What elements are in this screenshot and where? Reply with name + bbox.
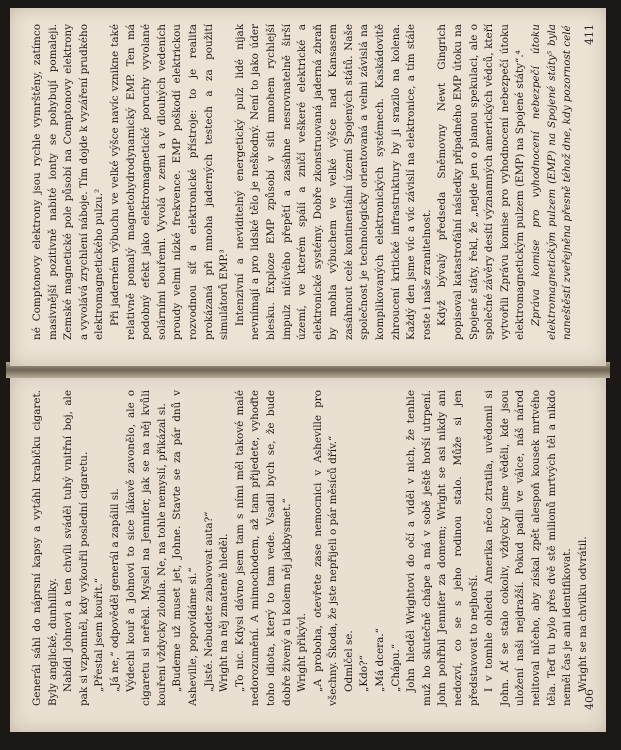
left-paragraph: „Přestal jsem kouřit.“: [93, 577, 106, 692]
left-page-text: [30, 390, 591, 706]
left-page: [10, 374, 606, 732]
left-paragraph: Generál sáhl do náprsní kapsy a vytáhl krabičku cigaret. Byly anglické, dunhillky.: [31, 390, 59, 706]
right-paragraph: né Comptonovy elektrony jsou rychle vymrštěny, zatímco masivnější pozitivně nabité ionty se pohybují pomaleji. Zemské magnetické pole působí na Comptonovy elektrony a vyvolává zrychlení náboje. Tím dojde k vyzáření prudkého elektromagnetického pulzu.²: [31, 24, 106, 340]
right-page-number: 411: [583, 24, 596, 45]
right-paragraph: Při jaderném výbuchu ve velké výšce navíc vznikne také relativně pomalý magnetohydrodynamický EMP. Ten má podobný efekt jako elektromagnetické poruchy vyvolané solárními bouřemi. Vyvolá v zemi a v dlouhých vedeních proudy velmi nízké frekvence. EMP poškodí elektrickou rozvodnou síť a elektronické přístroje: to je realita prokázaná při mnoha jaderných testech a za použití simulátorů EMP.³: [108, 24, 231, 340]
left-paragraph: „Chápu.“: [389, 643, 402, 692]
left-paragraph: Odmlčel se.: [342, 630, 355, 692]
right-page: [10, 8, 606, 366]
left-paragraph: „Má dcera.“: [374, 628, 387, 692]
left-paragraph: „Jisté. Nebudete zabavovat auta?“: [202, 511, 215, 692]
left-paragraph: „Budeme už muset jet, Johne. Stavte se za pár dnů v Asheville, popovídáme si.“: [171, 390, 199, 706]
right-paragraph: Když bývalý předseda Sněmovny Newt Gingrich popisoval katastrofální následky případného EMP útoku na Spojené státy, řekl, že „nejde jen o planou spekulaci, ale o společné závěry desítí významných amerických vědců, kteří vytvořili Zprávu komise pro vyhodnocení nebezpečí útoku elektromagnetickým pulzem (EMP) na Spojené státy“.⁴: [436, 24, 527, 340]
right-page-text: [30, 24, 576, 340]
left-paragraph: John hleděl Wrightovi do očí a viděl v nich, že tenhle muž ho skutečně chápe a má v sobě ještě horší utrpení. John pohřbil Jennifer za domem; Wright se asi nikdy ani nedozví, co se s jeho rodinou stalo. Může si jen představovat to nejhorší.: [405, 390, 480, 706]
left-paragraph: I v tomhle ohledu Amerika něco ztratila, uvědomil si John. Ať se stalo cokoliv, vždycky jsme věděli, kde jsou uložení naši nejdražší. Pokud padli ve válce, náš národ nelitoval ničeho, aby získal zpět alespoň kousek mrtvého těla. Teď tu bylo přes dvě stě milionů mrtvých těl a nikdo neměl čas je ani identifikovat.: [483, 390, 574, 706]
left-paragraph: Wright na něj zmateně hleděl.: [218, 533, 231, 692]
left-paragraph: „Kdo?“: [358, 655, 371, 692]
left-paragraph: „Já ne,“ odpověděl generál a zapálil si.: [108, 488, 121, 692]
left-page-number: 406: [583, 689, 596, 710]
left-paragraph: Nabídl Johnovi a ten chvíli sváděl tuhý vnitřní boj, ale pak si vzpomněl, kdy vykouřil poslední cigaretu.: [62, 390, 90, 706]
left-paragraph: „To nic. Kdysi dávno jsem tam s ními měl takové malé nedorozumění. A mimochodem, až tam přijedete, vyhoďte toho idiota, který to tam vede. Vsadil bych se, že bude dobře živený a ti kolem něj jakbysmet.“: [233, 390, 293, 706]
left-paragraph: Výdechl kouř a Johnovi to sice lákavě zavonělo, ale o cigaretu si neřekl. Myslel na Jennifer, jak se na něj kvůli kouření vždycky zlobila. Ne, na tohle nemyslí, přikázal si.: [124, 390, 168, 706]
left-paragraph: Wright přikývl.: [296, 613, 309, 692]
left-paragraph: Wright se na chvilku odvrátil.: [576, 536, 589, 692]
right-paragraph: Intenzivní a neviditelný energetický pulz lidé nijak nevnímají a pro lidské tělo je neškodný. Není to jako úder blesku. Exploze EMP způsobí v síti mnohem rychlejší impulz ničivého přepětí a zasáhne nesrovnatelně širší území, ve kterém spálí a zničí veškeré elektrické a elektronické systémy. Dobře zkonstruovaná jaderná zbraň by mohla výbuchem ve velké výšce nad Kansasem zasáhnout celé kontinentální území Spojených států. Naše společnost je technologicky orientovaná a velmi závislá na komplikovaných elektronických systémech. Kaskádovitě zhroucení kritické infrastruktury by ji srazilo na kolena. Každý den jsme víc a víc závislí na elektronice, a tím stále roste i naše zranitelnost.: [233, 24, 433, 340]
right-paragraph: Zpráva komise pro vyhodnocení nebezpečí útoku elektromagnetickým pulzem (EMP) na Spojené státy⁵ byla naneštěstí zveřejněna přesně téhož dne, kdy pozornost celé: [530, 24, 574, 340]
left-paragraph: „A proboha, otevřete zase nemocnici v Asheville pro všechny. Škoda, že jste nepřijeli o pár měsíců dřív.“: [311, 390, 340, 706]
